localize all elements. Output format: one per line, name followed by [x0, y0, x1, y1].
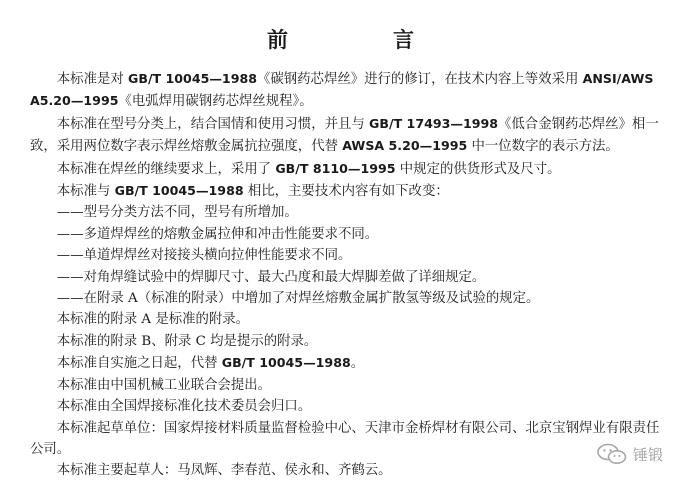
paragraph-replace [30, 352, 660, 374]
paragraph-drafters: 本标准主要起草人：马凤辉、李春范、侯永和、齐鹤云。 [56, 463, 392, 479]
text-segment: 《碳钢药芯焊丝》进行的修订，在技术内容上等效采用 [257, 72, 583, 87]
paragraph-proposed: 本标准由中国机械工业联合会提出。 [56, 377, 272, 393]
text-segment: 中一位数字的表示方法。 [467, 139, 619, 155]
text-segment: 相比，主要技术内容有如下改变： [243, 184, 449, 200]
standard-code: GB/T 17493—1998 [369, 115, 499, 131]
text-segment: 中规定的供货形式及尺寸。 [395, 161, 561, 177]
standard-code: ANSI/AWS A5.20—1995 [30, 71, 654, 109]
standard-code: GB/T 10045—1988 [114, 183, 244, 199]
paragraph-supply [30, 158, 660, 180]
paragraph-classification [30, 113, 660, 158]
paragraph-revision [30, 68, 660, 113]
document-body [30, 68, 660, 482]
text-segment: 本标准在型号分类上，结合国情和使用习惯，并且与 [56, 116, 370, 132]
text-segment: 本标准是对 [56, 72, 129, 87]
paragraph-appendix-bc: 本标准的附录 B、附录 C 均是提示的附录。 [56, 333, 318, 349]
text-segment: 《电弧焊用碳钢药芯焊丝规程》。 [118, 94, 313, 110]
standard-code: GB/T 10045—1988 [128, 71, 257, 86]
page-title: 前 言 [267, 28, 456, 52]
paragraph-drafting-units: 本标准起草单位：国家焊接材料质量监督检验中心、天津市金桥焊材有限公司、北京宝钢焊业有限责任公司。 [30, 420, 660, 457]
standard-code: GB/T 8110—1995 [275, 160, 396, 176]
change-item: ——对角焊缝试验中的焊脚尺寸、最大凸度和最大焊脚差做了详细规定。 [56, 269, 486, 285]
change-item: ——型号分类方法不同，型号有所增加。 [56, 205, 298, 221]
text-segment: 《低合金钢药芯焊丝》相一致，采用两位数字表示焊丝熔敷金属抗拉强度，代替 [30, 116, 659, 155]
paragraph-appendix-a: 本标准的附录 A 是标准的附录。 [56, 312, 250, 328]
change-item: ——多道焊焊丝的熔敷金属拉伸和冲击性能要求不同。 [56, 226, 379, 242]
change-item: ——在附录 A（标准的附录）中增加了对焊丝熔敷金属扩散氢等级及试验的规定。 [56, 291, 540, 307]
watermark-text: 锤锻 [632, 445, 663, 464]
paragraph-centralized: 本标准由全国焊接标准化技术委员会归口。 [56, 399, 312, 415]
text-segment: 本标准与 [56, 184, 115, 200]
text-segment: 本标准自实施之日起，代替 [56, 356, 222, 372]
wechat-icon [597, 443, 627, 465]
change-item: ——单道焊焊丝对接接头横向拉伸性能要求不同。 [56, 248, 352, 264]
text-segment: 本标准在焊丝的继续要求上，采用了 [56, 161, 276, 177]
watermark [597, 443, 663, 465]
text-segment: 。 [350, 356, 365, 372]
standard-code: GB/T 10045—1988 [221, 355, 351, 371]
standard-code: AWSA 5.20—1995 [342, 138, 468, 154]
paragraph-changes-intro [30, 180, 660, 202]
